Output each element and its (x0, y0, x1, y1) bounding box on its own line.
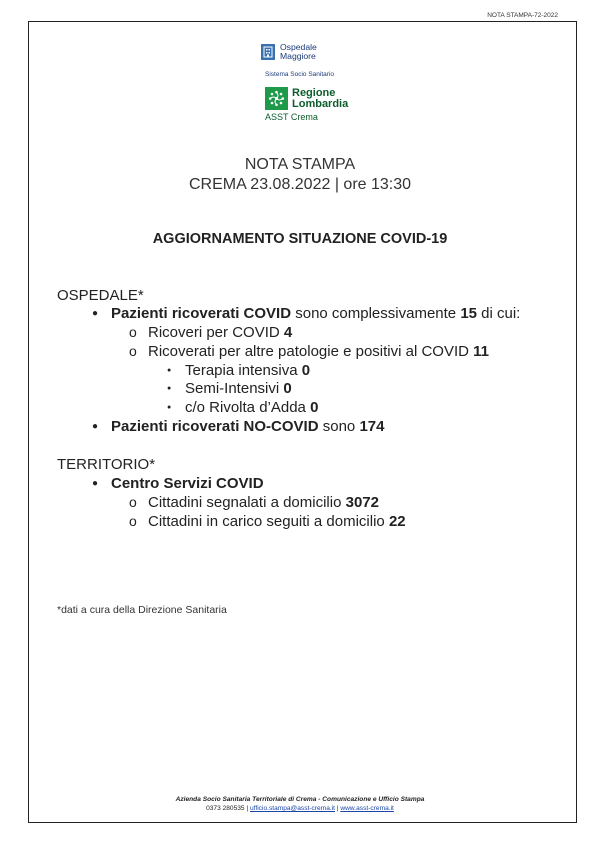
list-item-ricoveri-covid: o Ricoveri per COVID 4 (129, 324, 293, 341)
asst-crema-logo (261, 43, 371, 122)
rosa-camuna-icon (265, 87, 288, 110)
hospital-building-icon (261, 44, 275, 60)
footnote: *dati a cura della Direzione Sanitaria (57, 604, 227, 616)
ospedale-text: Ospedale (280, 42, 317, 52)
list-item-in-carico: o Cittadini in carico seguiti a domicilio 22 (129, 513, 406, 530)
footer-organization: Azienda Socio Sanitaria Territoriale di Crema - Comunicazione e Ufficio Stampa (175, 796, 425, 803)
headline: AGGIORNAMENTO SITUAZIONE COVID-19 (152, 231, 448, 247)
bullet-dot-icon: ● (167, 404, 172, 411)
sistema-socio-sanitario-text: Sistema Socio Sanitario (265, 71, 335, 78)
footer-contacts: 0373 280535 | ufficio.stampa@asst-crema.it | www.asst-crema.it (206, 805, 394, 812)
bullet-dot-icon: ● (92, 478, 99, 489)
bullet-circle-icon: o (129, 513, 137, 529)
asst-crema-text: ASST Crema (265, 112, 318, 122)
list-item-terapia-intensiva: ● Terapia intensiva 0 (167, 362, 311, 379)
document-code: NOTA STAMPA-72-2022 (487, 12, 558, 19)
bullet-circle-icon: o (129, 494, 137, 510)
list-item-centro-servizi: ● Centro Servizi COVID (92, 475, 264, 492)
bullet-circle-icon: o (129, 343, 137, 359)
list-item-ricoverati-covid: ● Pazienti ricoverati COVID sono complessivamente 15 di cui: (92, 305, 521, 322)
footer-website-link[interactable]: www.asst-crema.it (340, 805, 394, 812)
bullet-dot-icon: ● (167, 367, 172, 374)
footer-phone: 0373 280535 (206, 805, 245, 812)
territorio-heading: TERRITORIO* (57, 456, 156, 473)
list-item-rivolta-adda: ● c/o Rivolta d’Adda 0 (167, 399, 319, 416)
list-item-no-covid: ● Pazienti ricoverati NO-COVID sono 174 (92, 418, 385, 435)
lombardia-text: Lombardia (292, 97, 349, 110)
list-item-segnalati: o Cittadini segnalati a domicilio 3072 (129, 494, 379, 511)
press-note-date: CREMA 23.08.2022 | ore 13:30 (188, 176, 412, 193)
ospedale-heading: OSPEDALE* (57, 287, 144, 304)
bullet-dot-icon: ● (92, 308, 99, 319)
list-item-semi-intensivi: ● Semi-Intensivi 0 (167, 380, 292, 397)
maggiore-text: Maggiore (280, 51, 316, 61)
footer-email-link[interactable]: ufficio.stampa@asst-crema.it (250, 805, 335, 812)
bullet-dot-icon: ● (92, 421, 99, 432)
regione-lombardia-logo (265, 87, 371, 110)
ospedale-maggiore-logo (261, 43, 371, 61)
list-item-altre-patologie: o Ricoverati per altre patologie e positivi al COVID 11 (129, 343, 490, 360)
regione-text: Regione (292, 86, 336, 99)
bullet-dot-icon: ● (167, 385, 172, 392)
bullet-circle-icon: o (129, 324, 137, 340)
press-note-title: NOTA STAMPA (244, 156, 356, 173)
